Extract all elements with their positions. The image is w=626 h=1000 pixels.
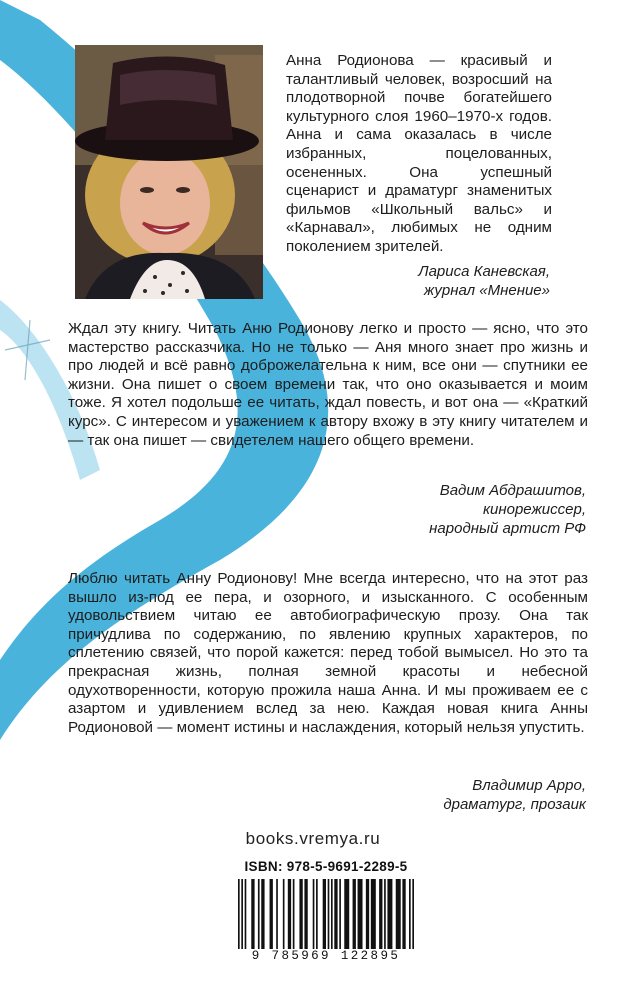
quote-abdrashitov-text: Ждал эту книгу. Читать Аню Родионову легко и просто — ясно, что это мастерство рассказчика. Но не только — Аня много знает про жизнь и про людей и всё равно доброжелательна к ним, все они — спутники ее жизни. Она пишет о своем времени так, что оно оказывается и моим тоже. Я хотел подольше ее читать, ждал повесть, и вот она — «Краткий курс». С интересом и уважением к автору вхожу в эту книгу читателем и — так она пишет — свидетелем нашего общего времени.: [68, 320, 588, 449]
barcode-bar: [387, 879, 392, 949]
barcode-bar: [258, 879, 260, 949]
barcode-bar: [358, 879, 363, 949]
barcode-bar: [353, 879, 356, 949]
barcode-bar: [251, 879, 254, 949]
barcode-bar: [293, 879, 295, 949]
barcode-bar: [276, 879, 278, 949]
barcode-bar: [304, 879, 307, 949]
quote-abdrashitov-signature: [286, 481, 586, 538]
barcode-bar: [288, 879, 291, 949]
signature-role: журнал «Мнение»: [423, 282, 550, 299]
isbn-barcode: [226, 857, 426, 969]
signature-role: драматург, прозаик: [443, 796, 586, 813]
signature-author: Лариса Каневская,: [418, 263, 550, 280]
quote-kanevskaya-text: Анна Родионова — красивый и талантливый человек, возросший на плодотворной почве богатейшего культурного слоя 1960–1970-х годов. Анна и сама оказалась в числе избранных, поцелованных, осененных. Она успешный сценарист и драматург знаменитых фильмов «Школьный вальс» и «Карнавал», любимых не одним поколением зрителей.: [286, 52, 552, 255]
barcode-bar: [371, 879, 376, 949]
barcode-bar: [261, 879, 264, 949]
quote-arro-text: Люблю читать Анну Родионову! Мне всегда интересно, что на этот раз вышло из-под ее пера, и озорного, и изысканного. С особенным удовольствием читаю ее автобиографическую прозу. Она так причудлива по содержанию, по явлению крупных характеров, по сплетению связей, что порой кажется: перед тобой вымысел. Но это та прекрасная жизнь, полная земной красоты и небесной одухотворенности, которую прожила наша Анна. И мы проживаем ее с азартом и удивлением вслед за нею. Каждая новая книга Анны Родионовой — момент истины и наслаждения, который нельзя упустить.: [68, 570, 588, 736]
barcode-bar: [396, 879, 401, 949]
author-photo: [75, 45, 263, 299]
barcode-bar: [402, 879, 405, 949]
barcode-bar: [245, 879, 247, 949]
barcode-bar: [328, 879, 330, 949]
portrait-illustration: [75, 45, 263, 299]
signature-role: народный артист РФ: [429, 520, 586, 537]
barcode-bar: [331, 879, 333, 949]
barcode-bar: [238, 879, 240, 949]
barcode-digits: 9 785969 122895: [251, 949, 401, 963]
signature-role: кинорежиссер,: [482, 501, 586, 518]
barcode-bar: [323, 879, 326, 949]
quote-arro-signature: [286, 776, 586, 814]
barcode-bar: [313, 879, 315, 949]
barcode-bar: [334, 879, 337, 949]
signature-author: Владимир Арро,: [472, 777, 586, 794]
signature-author: Вадим Абдрашитов,: [439, 482, 586, 499]
barcode-bar: [283, 879, 285, 949]
barcode-bar: [299, 879, 302, 949]
barcode-bar: [316, 879, 318, 949]
publisher-website: books.vremya.ru: [245, 829, 381, 848]
barcode-bar: [409, 879, 411, 949]
barcode-bar: [384, 879, 386, 949]
barcode-bar: [379, 879, 382, 949]
barcode-bar: [366, 879, 369, 949]
barcode-bars: [236, 879, 416, 951]
barcode-bar: [339, 879, 341, 949]
barcode-bar: [270, 879, 273, 949]
isbn-label: ISBN: 978-5-9691-2289-5: [244, 859, 408, 874]
barcode-bar: [412, 879, 414, 949]
barcode-bar: [241, 879, 243, 949]
barcode-bar: [344, 879, 349, 949]
quote-kanevskaya-signature: [290, 262, 550, 300]
